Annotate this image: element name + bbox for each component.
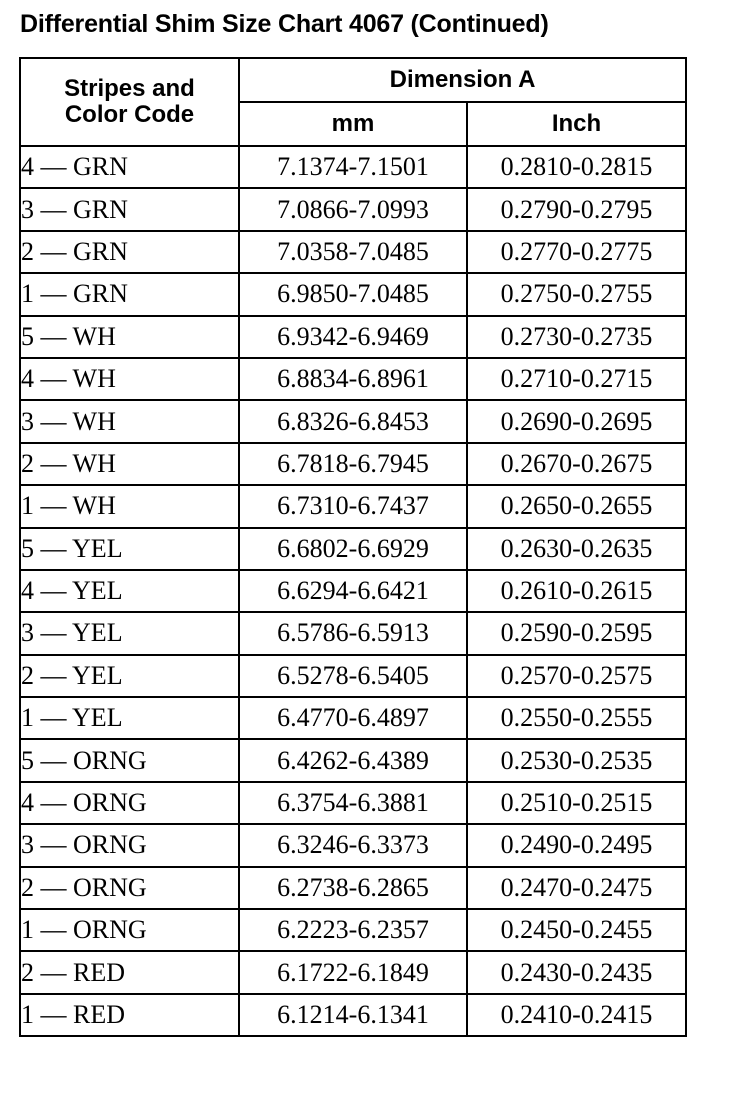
- mm-header: mm: [239, 102, 467, 146]
- mm-cell: 6.6294-6.6421: [239, 570, 467, 612]
- stripe-code-cell: 4 — WH: [20, 358, 239, 400]
- stripe-code-cell: 4 — GRN: [20, 146, 239, 188]
- table-row: [20, 231, 686, 273]
- stripe-code-cell: 1 — YEL: [20, 697, 239, 739]
- inch-cell: 0.2710-0.2715: [467, 358, 686, 400]
- table-header: [20, 58, 686, 146]
- stripe-code-cell: 1 — GRN: [20, 273, 239, 315]
- table-row: [20, 316, 686, 358]
- stripe-code-cell: 3 — WH: [20, 400, 239, 442]
- table-row: [20, 485, 686, 527]
- inch-cell: 0.2810-0.2815: [467, 146, 686, 188]
- table-row: [20, 739, 686, 781]
- page-title: Differential Shim Size Chart 4067 (Continued): [20, 10, 549, 38]
- stripe-code-cell: 4 — YEL: [20, 570, 239, 612]
- shim-size-table: [19, 57, 687, 1037]
- table-row: [20, 443, 686, 485]
- table-row: [20, 612, 686, 654]
- stripe-code-cell: 1 — ORNG: [20, 909, 239, 951]
- inch-cell: 0.2430-0.2435: [467, 951, 686, 993]
- mm-cell: 6.9342-6.9469: [239, 316, 467, 358]
- inch-cell: 0.2790-0.2795: [467, 188, 686, 230]
- header-row: [20, 58, 686, 102]
- inch-cell: 0.2650-0.2655: [467, 485, 686, 527]
- inch-cell: 0.2510-0.2515: [467, 782, 686, 824]
- stripe-code-cell: 2 — WH: [20, 443, 239, 485]
- mm-cell: 6.7310-6.7437: [239, 485, 467, 527]
- stripe-code-cell: 3 — YEL: [20, 612, 239, 654]
- mm-cell: 7.0358-7.0485: [239, 231, 467, 273]
- table-row: [20, 782, 686, 824]
- table-row: [20, 867, 686, 909]
- mm-cell: 6.4770-6.4897: [239, 697, 467, 739]
- stripe-code-cell: 2 — ORNG: [20, 867, 239, 909]
- mm-cell: 7.0866-7.0993: [239, 188, 467, 230]
- table-body: [20, 146, 686, 1036]
- inch-cell: 0.2610-0.2615: [467, 570, 686, 612]
- inch-cell: 0.2530-0.2535: [467, 739, 686, 781]
- inch-cell: 0.2730-0.2735: [467, 316, 686, 358]
- table-row: [20, 528, 686, 570]
- table-row: [20, 358, 686, 400]
- mm-cell: 6.3754-6.3881: [239, 782, 467, 824]
- mm-cell: 6.2223-6.2357: [239, 909, 467, 951]
- table-row: [20, 994, 686, 1036]
- mm-cell: 6.5786-6.5913: [239, 612, 467, 654]
- stripe-code-cell: 3 — ORNG: [20, 824, 239, 866]
- mm-cell: 6.2738-6.2865: [239, 867, 467, 909]
- dimension-a-header: Dimension A: [239, 58, 686, 102]
- inch-cell: 0.2410-0.2415: [467, 994, 686, 1036]
- stripe-code-cell: 5 — WH: [20, 316, 239, 358]
- table-row: [20, 146, 686, 188]
- mm-cell: 6.8834-6.8961: [239, 358, 467, 400]
- stripe-code-cell: 2 — YEL: [20, 655, 239, 697]
- table-row: [20, 655, 686, 697]
- inch-cell: 0.2450-0.2455: [467, 909, 686, 951]
- stripe-code-cell: 1 — RED: [20, 994, 239, 1036]
- inch-cell: 0.2570-0.2575: [467, 655, 686, 697]
- table-row: [20, 697, 686, 739]
- inch-cell: 0.2490-0.2495: [467, 824, 686, 866]
- mm-cell: 6.3246-6.3373: [239, 824, 467, 866]
- table-row: [20, 188, 686, 230]
- mm-cell: 7.1374-7.1501: [239, 146, 467, 188]
- inch-cell: 0.2590-0.2595: [467, 612, 686, 654]
- table-row: [20, 570, 686, 612]
- table-row: [20, 273, 686, 315]
- stripes-color-code-header-label: Stripes and Color Code: [64, 74, 195, 128]
- mm-cell: 6.1214-6.1341: [239, 994, 467, 1036]
- mm-cell: 6.4262-6.4389: [239, 739, 467, 781]
- inch-cell: 0.2470-0.2475: [467, 867, 686, 909]
- mm-cell: 6.1722-6.1849: [239, 951, 467, 993]
- inch-cell: 0.2690-0.2695: [467, 400, 686, 442]
- stripe-code-cell: 5 — YEL: [20, 528, 239, 570]
- table-row: [20, 951, 686, 993]
- stripes-color-code-header: [20, 58, 239, 146]
- stripe-code-cell: 5 — ORNG: [20, 739, 239, 781]
- stripe-code-cell: 4 — ORNG: [20, 782, 239, 824]
- table-row: [20, 909, 686, 951]
- mm-cell: 6.7818-6.7945: [239, 443, 467, 485]
- inch-header: Inch: [467, 102, 686, 146]
- inch-cell: 0.2670-0.2675: [467, 443, 686, 485]
- stripe-code-cell: 1 — WH: [20, 485, 239, 527]
- inch-cell: 0.2750-0.2755: [467, 273, 686, 315]
- table-row: [20, 824, 686, 866]
- inch-cell: 0.2630-0.2635: [467, 528, 686, 570]
- mm-cell: 6.5278-6.5405: [239, 655, 467, 697]
- stripe-code-cell: 3 — GRN: [20, 188, 239, 230]
- stripe-code-cell: 2 — GRN: [20, 231, 239, 273]
- mm-cell: 6.9850-7.0485: [239, 273, 467, 315]
- table-row: [20, 400, 686, 442]
- mm-cell: 6.8326-6.8453: [239, 400, 467, 442]
- inch-cell: 0.2550-0.2555: [467, 697, 686, 739]
- inch-cell: 0.2770-0.2775: [467, 231, 686, 273]
- mm-cell: 6.6802-6.6929: [239, 528, 467, 570]
- stripe-code-cell: 2 — RED: [20, 951, 239, 993]
